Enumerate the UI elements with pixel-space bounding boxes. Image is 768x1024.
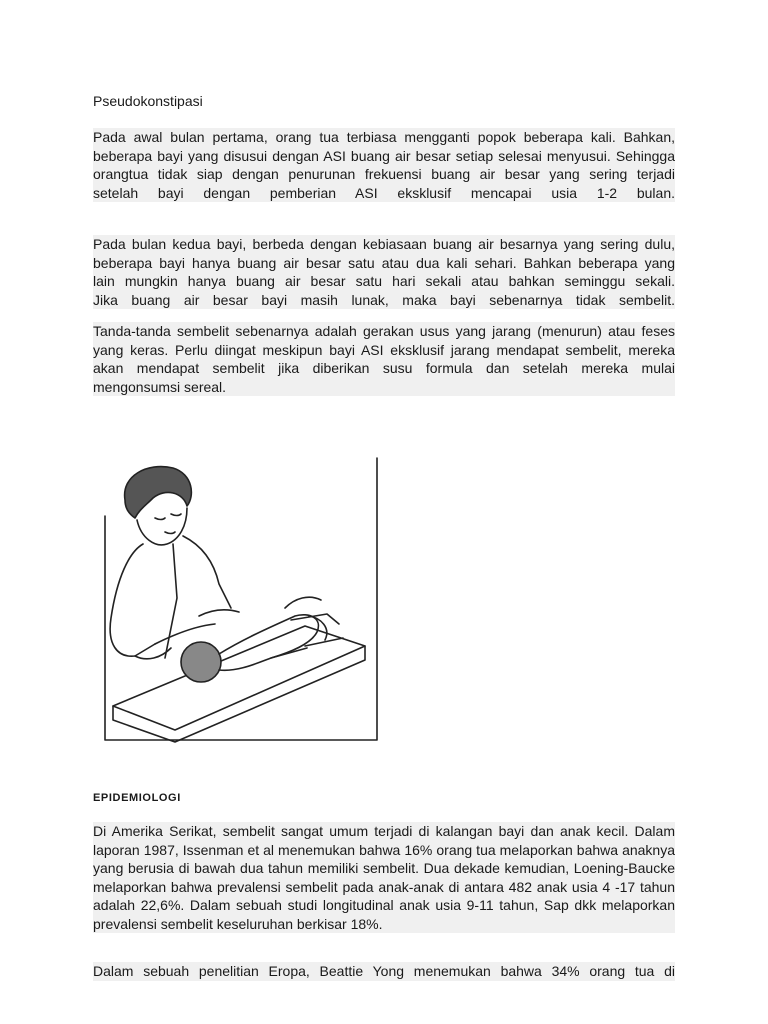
paragraph-4: [93, 822, 675, 933]
text-line: lain mungkin hanya buang air besar satu hari sekali atau bahkan seminggu sekali.: [93, 273, 675, 289]
text-line: Pada awal bulan pertama, orang tua terbiasa mengganti popok beberapa kali. Bahkan,: [93, 129, 675, 145]
paragraph-3: [93, 322, 675, 396]
text-line: yang berusia di bawah dua tahun memiliki sembelit. Dua dekade kemudian, Loening-Baucke: [93, 860, 675, 876]
paragraph-2: [93, 235, 675, 309]
text-line: akan mendapat sembelit jika diberikan susu formula dan setelah mereka mulai: [93, 360, 675, 376]
text-line: setelah bayi dengan pemberian ASI eksklusif mencapai usia 1-2 bulan.: [93, 184, 675, 201]
section-heading-epidemiology: EPIDEMIOLOGI: [93, 792, 181, 804]
text-line: laporan 1987, Issenman et al menemukan bahwa 16% orang tua melaporkan bahwa anaknya: [93, 841, 675, 858]
text-line: prevalensi sembelit keseluruhan berkisar 18%.: [93, 915, 675, 934]
text-line: Dalam sebuah penelitian Eropa, Beattie Yong menemukan bahwa 34% orang tua di: [93, 963, 675, 979]
paragraph-5: [93, 962, 675, 981]
section-title: Pseudokonstipasi: [93, 93, 203, 109]
paragraph-1: [93, 128, 675, 202]
text-line: Di Amerika Serikat, sembelit sangat umum terjadi di kalangan bayi dan anak kecil. Dalam: [93, 823, 675, 839]
text-line: yang keras. Perlu diingat meskipun bayi ASI eksklusif jarang mendapat sembelit, mereka: [93, 341, 675, 358]
nurse-examining-baby-illustration: [95, 448, 383, 744]
text-line: Tanda-tanda sembelit sebenarnya adalah gerakan usus yang jarang (menurun) atau feses: [93, 323, 675, 339]
text-line: beberapa bayi yang disusui dengan ASI buang air besar setiap selesai menyusui. Sehingga: [93, 147, 675, 164]
text-line: Pada bulan kedua bayi, berbeda dengan kebiasaan buang air besarnya yang sering dulu,: [93, 236, 675, 252]
text-line: Jika buang air besar bayi masih lunak, maka bayi sebenarnya tidak sembelit.: [93, 291, 675, 308]
text-line: orangtua tidak siap dengan penurunan frekuensi buang air besar yang sering terjadi: [93, 166, 675, 182]
text-line: mengonsumsi sereal.: [93, 378, 675, 397]
text-line: melaporkan bahwa prevalensi sembelit pada anak-anak di antara 482 anak usia 4 -17 tahun: [93, 878, 675, 895]
text-line: beberapa bayi hanya buang air besar satu atau dua kali sehari. Bahkan beberapa yang: [93, 254, 675, 271]
text-line: adalah 22,6%. Dalam sebuah studi longitudinal anak usia 9-11 tahun, Sap dkk melaporkan: [93, 897, 675, 913]
